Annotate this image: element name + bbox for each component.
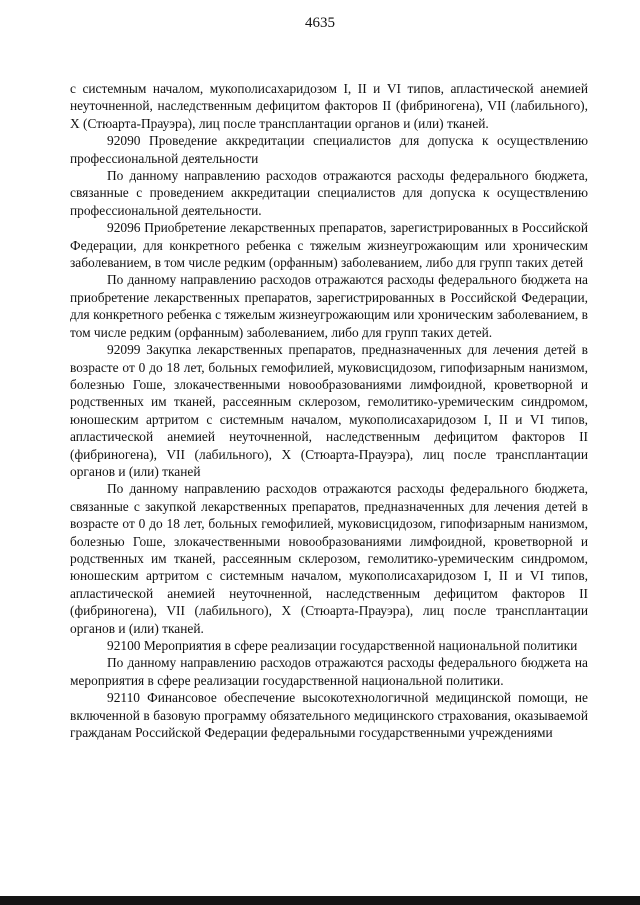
page-number: 4635 [305,15,335,31]
section-heading-92100: 92100 Мероприятия в сфере реализации государственной национальной политики [107,638,578,653]
paragraph-continuation: с системным началом, мукополисахаридозом I, II и VI типов, апластической анемией неуточненной, наследственным дефицитом факторов II (фибриногена), VII (лабильного), X (Стюарта-Прауэра), лиц после трансплантации органов и (или) тканей. [70,81,588,131]
section-heading-92096: 92096 Приобретение лекарственных препаратов, зарегистрированных в Российской Федерации, для конкретного ребенка с тяжелым жизнеугрожающим или хроническим заболеванием, в том числе редким (орфанным) заболеванием, либо для групп таких детей [70,220,588,271]
scan-bottom-border [0,896,640,905]
section-heading-92090: 92090 Проведение аккредитации специалистов для допуска к осуществлению профессиональной деятельности [70,133,588,166]
paragraph-92099-description: По данному направлению расходов отражаются расходы федерального бюджета, связанные с закупкой лекарственных препаратов, предназначенных для лечения детей в возрасте от 0 до 18 лет, больных гемофилией, муковисцидозом, гипофизарным нанизмом, болезнью Гоше, злокачественными новообразованиями лимфоидной, кроветворной и родственных им тканей, рассеянным склерозом, гемолитико-уремическим синдромом, юношеским артритом с системным началом, мукополисахаридозом I, II и VI типов, апластической анемией неуточненной, наследственным дефицитом факторов II (фибриногена), VII (лабильного), X (Стюарта-Прауэра), лиц после трансплантации органов и (или) тканей. [70,481,588,636]
paragraph-92090-description: По данному направлению расходов отражаются расходы федерального бюджета, связанные с проведением аккредитации специалистов для допуска к осуществлению профессиональной деятельности. [70,168,588,218]
section-heading-92110: 92110 Финансовое обеспечение высокотехнологичной медицинской помощи, не включенной в базовую программу обязательного медицинского страхования, оказываемой гражданам Российской Федерации федеральными государственными учреждениями [70,690,588,741]
section-heading-92099: 92099 Закупка лекарственных препаратов, предназначенных для лечения детей в возрасте от 0 до 18 лет, больных гемофилией, муковисцидозом, гипофизарным нанизмом, болезнью Гоше, злокачественными новообразованиями лимфоидной, кроветворной и родственных им тканей, рассеянным склерозом, гемолитико-уремическим синдромом, юношеским артритом с системным началом, мукополисахаридозом I, II и VI типов, апластической анемией неуточненной, наследственным дефицитом факторов II (фибриногена), VII (лабильного), X (Стюарта-Прауэра), лиц после трансплантации органов и (или) тканей [70,342,588,479]
document-body [70,80,588,741]
paragraph-92096-description: По данному направлению расходов отражаются расходы федерального бюджета на приобретение лекарственных препаратов, зарегистрированных в Российской Федерации, для конкретного ребенка с тяжелым жизнеугрожающим или хроническим заболеванием, в том числе редким (орфанным) заболеванием, либо для групп таких детей. [70,272,588,340]
paragraph-92100-description: По данному направлению расходов отражаются расходы федерального бюджета на мероприятия в сфере реализации государственной национальной политики. [70,655,588,688]
